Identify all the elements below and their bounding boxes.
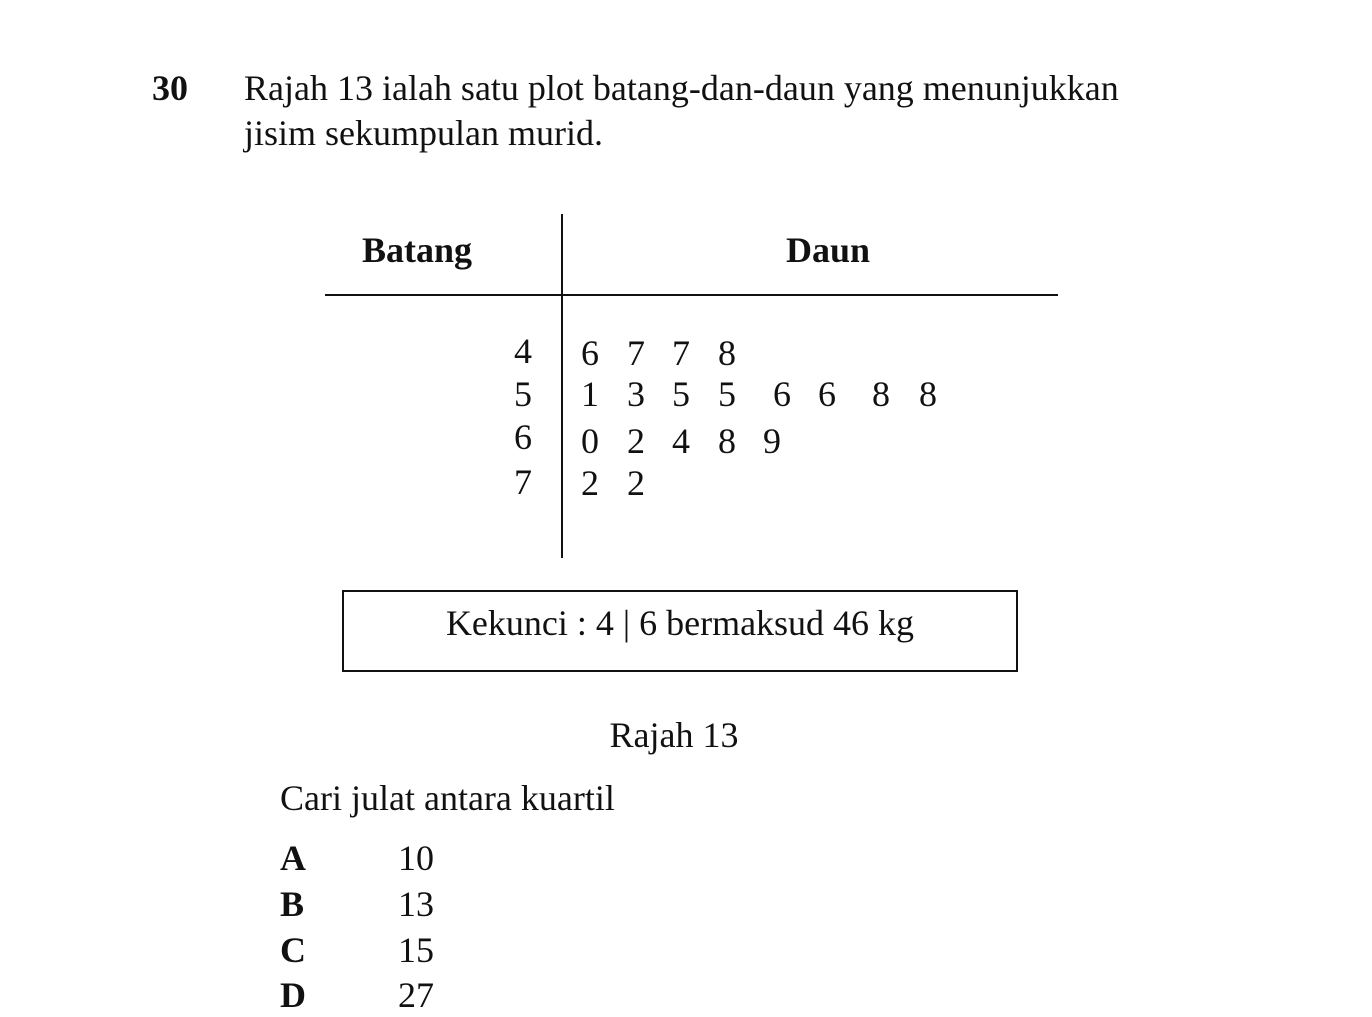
key-text: Kekunci : 4 | 6 bermaksud 46 kg	[445, 603, 915, 643]
leaf-value: 9	[763, 421, 781, 461]
question-number: 30	[152, 68, 188, 108]
question-prompt: Cari julat antara kuartil	[280, 778, 615, 818]
leaf-value: 6	[818, 374, 836, 414]
leaf-value: 7	[672, 333, 690, 373]
leaf-value: 2	[581, 463, 599, 503]
option-letter-c: C	[280, 930, 306, 970]
option-letter-d: D	[280, 975, 306, 1015]
leaf-header: Daun	[786, 230, 871, 270]
leaf-value: 5	[718, 374, 736, 414]
leaf-value: 6	[773, 374, 791, 414]
option-letter-b: B	[280, 884, 305, 924]
leaf-value: 6	[581, 333, 599, 373]
stem-value: 5	[514, 374, 532, 414]
plot-horizontal-rule	[325, 294, 1058, 296]
option-letter-a: A	[280, 838, 306, 878]
leaf-value: 2	[627, 421, 645, 461]
question-text-line-2: jisim sekumpulan murid.	[244, 113, 603, 153]
leaf-value: 8	[919, 374, 937, 414]
leaf-value: 8	[718, 421, 736, 461]
leaf-value: 2	[627, 463, 645, 503]
leaf-value: 1	[581, 374, 599, 414]
figure-caption: Rajah 13	[609, 715, 739, 755]
stem-value: 4	[514, 331, 532, 371]
stem-value: 6	[514, 417, 532, 457]
leaf-value: 7	[627, 333, 645, 373]
leaf-value: 8	[718, 333, 736, 373]
option-value-d: 27	[398, 975, 434, 1015]
question-text-line-1: Rajah 13 ialah satu plot batang-dan-daun yang menunjukkan	[244, 68, 1119, 108]
option-value-b: 13	[398, 884, 434, 924]
leaf-value: 3	[627, 374, 645, 414]
stem-header: Batang	[362, 230, 473, 270]
leaf-value: 8	[872, 374, 890, 414]
plot-vertical-rule	[561, 214, 563, 558]
option-value-c: 15	[398, 930, 434, 970]
option-value-a: 10	[398, 838, 434, 878]
leaf-value: 5	[672, 374, 690, 414]
stem-value: 7	[514, 462, 532, 502]
leaf-value: 0	[581, 421, 599, 461]
leaf-value: 4	[672, 421, 690, 461]
